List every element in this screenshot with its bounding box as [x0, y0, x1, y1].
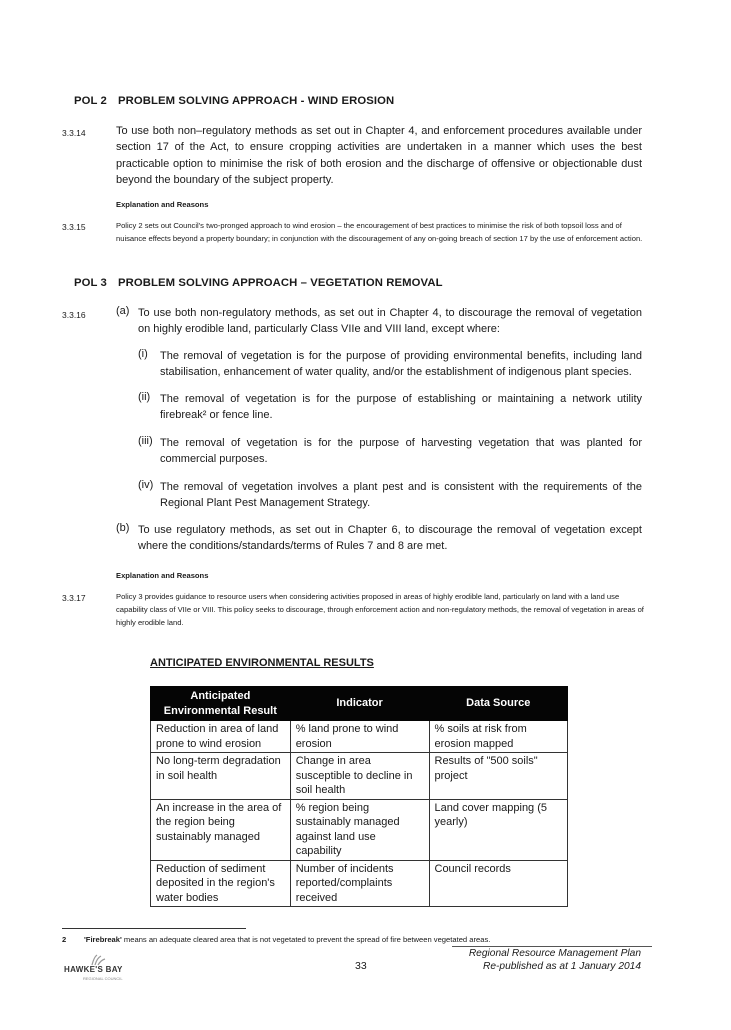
footer-doc-title: Regional Resource Management Plan [468, 948, 641, 959]
table-cell: % land prone to wind erosion [290, 721, 429, 753]
item-iii-text: The removal of vegetation is for the purpose of harvesting vegetation that was planted for commercial purposes. [160, 437, 642, 466]
table-cell: Number of incidents reported/complaints received [290, 860, 429, 907]
clause-b-label: (b) [116, 522, 130, 534]
pol3-number: POL 3 [74, 277, 107, 289]
aer-header-row [151, 687, 568, 721]
para-number-3-3-15: 3.3.15 [62, 222, 86, 232]
pol2-heading [74, 95, 394, 107]
table-cell: % soils at risk from erosion mapped [429, 721, 568, 753]
item-i-text: The removal of vegetation is for the purpose of providing environmental benefits, including land stabilisation, enhancement of water quality, and/or the establishment of indigenous plant species. [160, 350, 642, 379]
table-row [151, 721, 568, 753]
aer-title: ANTICIPATED ENVIRONMENTAL RESULTS [150, 657, 374, 669]
table-cell: No long-term degradation in soil health [151, 753, 291, 800]
table-cell: Council records [429, 860, 568, 907]
footer-doc-info [469, 948, 641, 973]
item-iii-label: (iii) [138, 435, 153, 447]
item-iv-label: (iv) [138, 479, 154, 491]
pol3-heading [74, 277, 443, 289]
page-number: 33 [355, 960, 367, 972]
pol3-explanation-heading: Explanation and Reasons [116, 571, 209, 580]
aer-header-result: Anticipated Environmental Result [151, 687, 291, 721]
footnote-term: 'Firebreak' [84, 935, 122, 944]
aer-header-indicator: Indicator [290, 687, 429, 721]
footnote-mark: 2 [62, 935, 67, 944]
clause-a-label: (a) [116, 305, 130, 317]
para-number-3-3-17: 3.3.17 [62, 593, 86, 603]
aer-header-data-source: Data Source [429, 687, 568, 721]
table-cell: Results of "500 soils" project [429, 753, 568, 800]
para-3-3-14-text: To use both non–regulatory methods as set out in Chapter 4, and enforcement procedures available under section 17 of the Act, to ensure cropping activities are undertaken in a manner which uses the best practicable option to minimise the risk of both erosion and the discharge of offensive or objectionable dust beyond the boundary of the subject property. [116, 125, 642, 187]
table-cell: An increase in the area of the region being sustainably managed [151, 799, 291, 860]
clause-b-text: To use regulatory methods, as set out in Chapter 6, to discourage the removal of vegetation except where the conditions/standards/terms of Rules 7 and 8 are met. [138, 524, 642, 553]
pol2-number: POL 2 [74, 95, 107, 107]
para-3-3-17-text: Policy 3 provides guidance to resource users when considering activities proposed in areas of highly erodible land, particularly on land with a land use capability class of VIIe or VIII. This policy seeks to discourage, through enforcement action and non-regulatory methods, the removal of vegetation in areas of highly erodible land. [116, 592, 644, 628]
logo-subtext: REGIONAL COUNCIL [83, 976, 123, 981]
pol3-title: PROBLEM SOLVING APPROACH – VEGETATION REMOVAL [118, 277, 443, 289]
para-number-3-3-14: 3.3.14 [62, 128, 86, 138]
footer-divider [452, 946, 652, 947]
table-cell: Change in area susceptible to decline in soil health [290, 753, 429, 800]
para-number-3-3-16: 3.3.16 [62, 310, 86, 320]
footnote-divider [62, 928, 246, 929]
footnote [62, 935, 490, 944]
table-row [151, 860, 568, 907]
item-ii-label: (ii) [138, 391, 151, 403]
pol2-title: PROBLEM SOLVING APPROACH - WIND EROSION [118, 95, 395, 107]
para-3-3-15-text: Policy 2 sets out Council's two-pronged approach to wind erosion – the encouragement of best practices to minimise the risk of both topsoil loss and of nuisance effects beyond a property boundary; in conjunction with the discouragement of any on-going breach of section 17 by the use of enforcement action. [116, 221, 643, 244]
item-i-label: (i) [138, 348, 148, 360]
item-ii-text: The removal of vegetation is for the purpose of establishing or maintaining a network utility firebreak² or fence line. [160, 393, 642, 422]
table-cell: Reduction of sediment deposited in the region's water bodies [151, 860, 291, 907]
table-row [151, 753, 568, 800]
aer-table [150, 686, 568, 907]
logo-text: HAWKE'S BAY [64, 965, 123, 974]
item-iv-text: The removal of vegetation involves a plant pest and is consistent with the requirements of the Regional Plant Pest Management Strategy. [160, 481, 642, 510]
pol2-explanation-heading: Explanation and Reasons [116, 200, 209, 209]
footnote-text: means an adequate cleared area that is not vegetated to prevent the spread of fire between vegetated areas. [121, 935, 491, 944]
table-cell: Land cover mapping (5 yearly) [429, 799, 568, 860]
clause-a-text: To use both non-regulatory methods, as set out in Chapter 4, to discourage the removal of vegetation on highly erodible land, particularly Class VIIe and VIII land, except where: [138, 307, 642, 336]
footer-republished: Re-published as at 1 January 2014 [482, 960, 641, 972]
table-cell: % region being sustainably managed against land use capability [290, 799, 429, 860]
table-cell: Reduction in area of land prone to wind erosion [151, 721, 291, 753]
table-row [151, 799, 568, 860]
